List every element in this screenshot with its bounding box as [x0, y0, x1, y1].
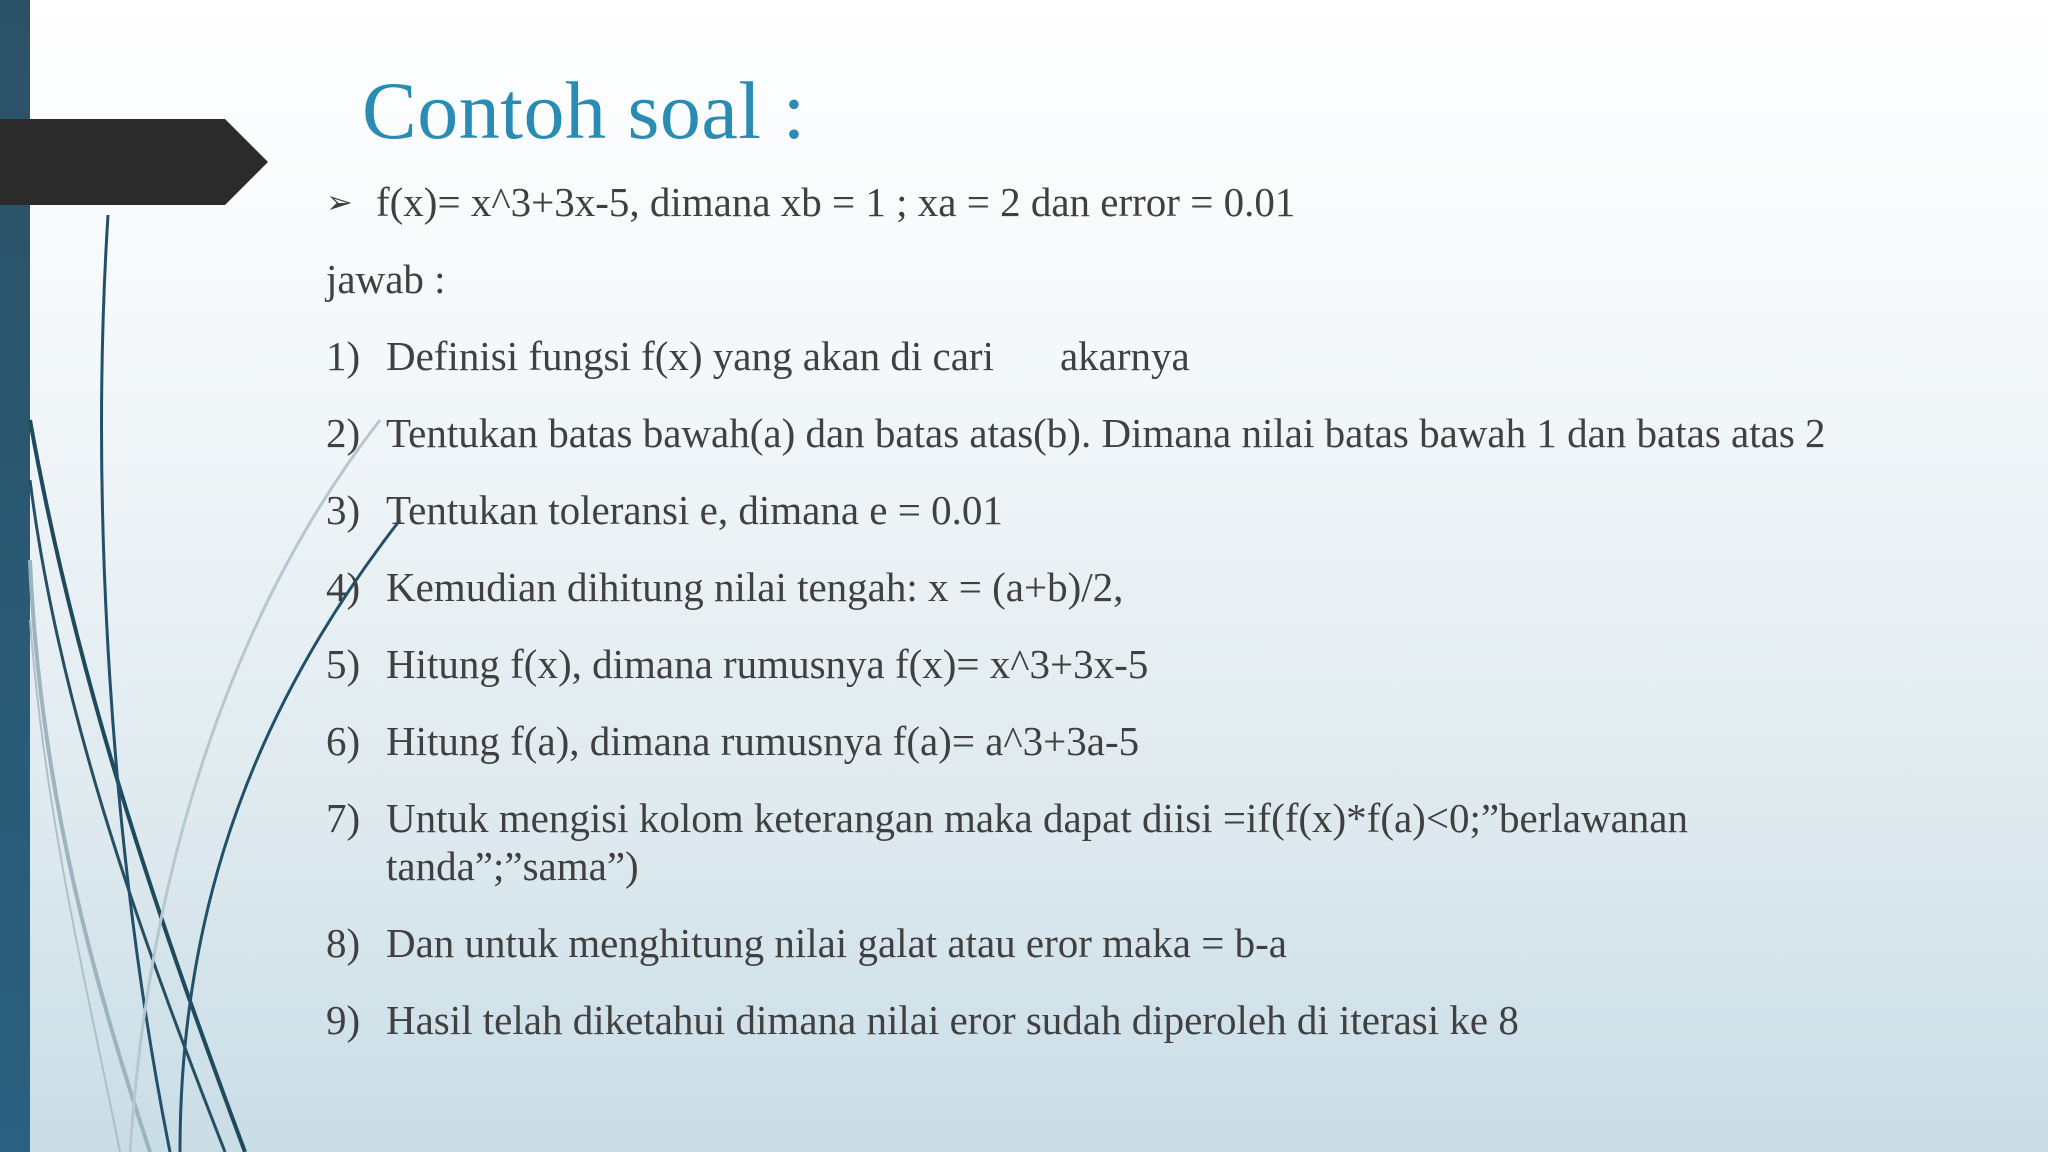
- step-text: Untuk mengisi kolom keterangan maka dapat diisi =if(f(x)*f(a)<0;”berlawanan tanda”;”sama”): [386, 795, 1688, 889]
- step-number: 9): [326, 997, 361, 1043]
- problem-statement: [326, 178, 1886, 226]
- step-text: Tentukan batas bawah(a) dan batas atas(b). Dimana nilai batas bawah 1 dan batas atas 2: [386, 410, 1826, 456]
- step-text: Hitung f(a), dimana rumusnya f(a)= a^3+3a-5: [386, 718, 1140, 764]
- title-tab-shape: [0, 119, 270, 205]
- step-text: Hasil telah diketahui dimana nilai eror sudah diperoleh di iterasi ke 8: [386, 997, 1519, 1043]
- step-text: [386, 332, 1886, 380]
- step-number: 7): [326, 795, 361, 841]
- step-text: Dan untuk menghitung nilai galat atau eror maka = b-a: [386, 920, 1287, 966]
- step-number: 8): [326, 920, 361, 966]
- list-item: [326, 409, 1886, 457]
- step-text: Tentukan toleransi e, dimana e = 0.01: [386, 487, 1003, 533]
- step-text-part: Definisi fungsi f(x) yang akan di cari: [386, 333, 994, 379]
- step-number: 5): [326, 641, 361, 687]
- list-item: [326, 919, 1886, 967]
- step-text: Kemudian dihitung nilai tengah: x = (a+b)/2,: [386, 564, 1124, 610]
- steps-list: [326, 332, 1886, 1044]
- step-number: 6): [326, 718, 361, 764]
- list-item: [326, 332, 1886, 380]
- step-number: 1): [326, 333, 361, 379]
- step-number: 4): [326, 564, 361, 610]
- step-number: 2): [326, 410, 361, 456]
- step-number: 3): [326, 487, 361, 533]
- slide-content: [326, 178, 1886, 1073]
- step-text: Hitung f(x), dimana rumusnya f(x)= x^3+3x-5: [386, 641, 1149, 687]
- list-item: [326, 640, 1886, 688]
- list-item: [326, 794, 1886, 890]
- list-item: [326, 717, 1886, 765]
- list-item: [326, 563, 1886, 611]
- answer-label: jawab :: [326, 256, 446, 302]
- list-item: [326, 486, 1886, 534]
- problem-text: f(x)= x^3+3x-5, dimana xb = 1 ; xa = 2 dan error = 0.01: [376, 179, 1296, 225]
- list-item: [326, 996, 1886, 1044]
- slide-title: Contoh soal :: [362, 65, 806, 156]
- step-text-part: akarnya: [1059, 333, 1190, 379]
- arrow-bullet-icon: ➢: [326, 183, 353, 221]
